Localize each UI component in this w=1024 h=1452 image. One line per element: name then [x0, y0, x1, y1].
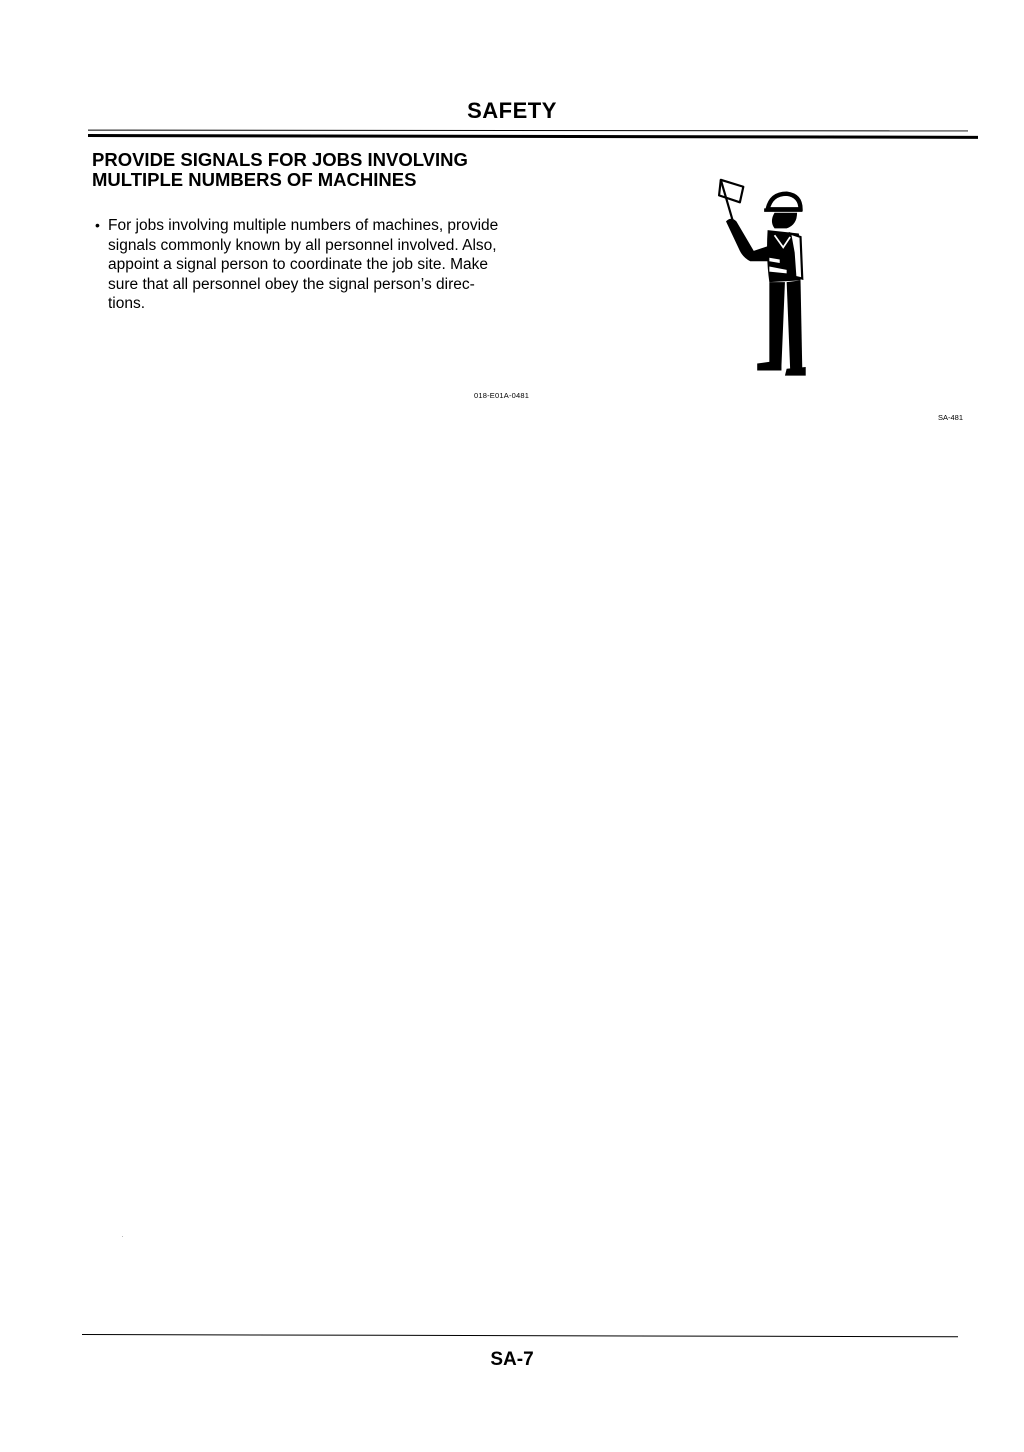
bullet-line: signals commonly known by all personnel involved. Also, — [108, 236, 497, 254]
bullet-marker: • — [95, 217, 100, 233]
page-header-title: SAFETY — [467, 98, 557, 123]
bullet-line: sure that all personnel obey the signal person’s direc- — [108, 275, 475, 293]
footer-rule — [82, 1334, 958, 1337]
section-title-line-1: PROVIDE SIGNALS FOR JOBS INVOLVING — [92, 149, 468, 170]
document-code: 018-E01A-0481 — [474, 391, 530, 400]
bullet-line: appoint a signal person to coordinate the job site. Make — [108, 256, 488, 273]
bullet-text — [108, 216, 565, 314]
header-rule-thin — [88, 130, 968, 132]
section-title-line-2: MULTIPLE NUMBERS OF MACHINES — [92, 169, 417, 190]
bullet-line: tions. — [108, 295, 146, 312]
page-number: SA-7 — [490, 1349, 534, 1370]
bullet-line: For jobs involving multiple numbers of machines, provide — [108, 217, 499, 234]
scan-speck — [122, 1236, 123, 1237]
section-title — [92, 150, 562, 190]
header-rule-thick — [88, 134, 978, 139]
flag-signal-person-icon — [700, 160, 830, 392]
figure-caption-code: SA-481 — [938, 413, 964, 422]
bullet-item — [95, 216, 565, 314]
